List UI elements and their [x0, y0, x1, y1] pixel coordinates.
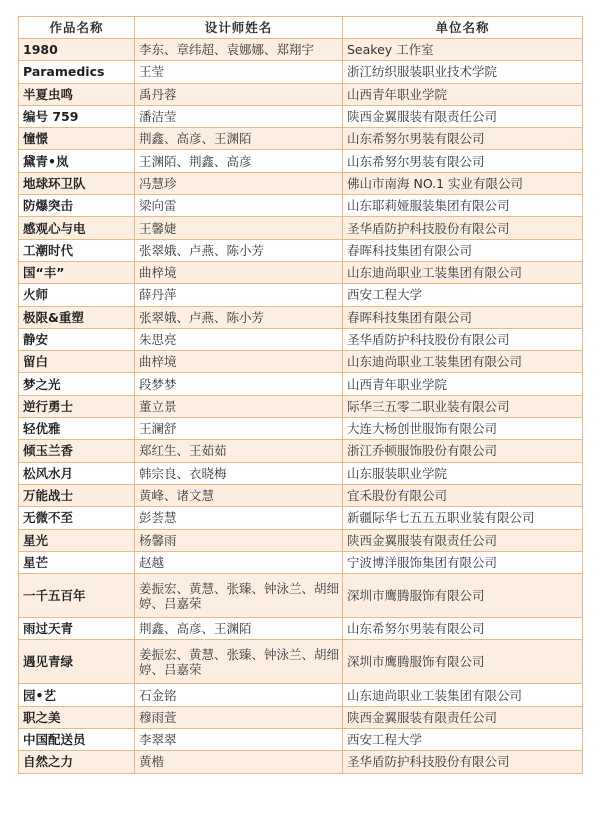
table-row	[19, 373, 583, 395]
unit-name-cell: 山东希努尔男装有限公司	[343, 128, 583, 150]
unit-name-cell: 宜禾股份有限公司	[343, 484, 583, 506]
work-name-cell: 中国配送员	[19, 729, 135, 751]
table-row	[19, 418, 583, 440]
designer-name-cell: 王馨婕	[135, 217, 343, 239]
work-name-cell: 倾玉兰香	[19, 440, 135, 462]
table-row	[19, 684, 583, 706]
unit-name-cell: 西安工程大学	[343, 729, 583, 751]
table-row	[19, 706, 583, 728]
unit-name-cell: 新疆际华七五五五职业装有限公司	[343, 507, 583, 529]
work-name-cell: 自然之力	[19, 751, 135, 773]
unit-name-cell: 山东迪尚职业工装集团有限公司	[343, 351, 583, 373]
work-name-cell: 园•艺	[19, 684, 135, 706]
table-row	[19, 751, 583, 773]
work-name-cell: 松风水月	[19, 462, 135, 484]
work-name-cell: 地球环卫队	[19, 172, 135, 194]
designer-name-cell: 梁向雷	[135, 195, 343, 217]
designer-name-cell: 潘洁莹	[135, 105, 343, 127]
designer-name-cell: 段梦梦	[135, 373, 343, 395]
table-row	[19, 306, 583, 328]
table-row	[19, 39, 583, 61]
designer-name-cell: 郑红生、王茹茹	[135, 440, 343, 462]
table-row	[19, 239, 583, 261]
designer-name-cell: 石金铭	[135, 684, 343, 706]
designer-name-cell: 韩宗良、衣晓梅	[135, 462, 343, 484]
work-name-cell: 星芒	[19, 551, 135, 573]
designer-name-cell: 王渊陌、荆鑫、高彦	[135, 150, 343, 172]
designer-name-cell: 冯慧珍	[135, 172, 343, 194]
unit-name-cell: 春晖科技集团有限公司	[343, 306, 583, 328]
header-work-name: 作品名称	[19, 17, 135, 39]
table-header-row	[19, 17, 583, 39]
table-row	[19, 507, 583, 529]
header-unit-name: 单位名称	[343, 17, 583, 39]
unit-name-cell: 圣华盾防护科技股份有限公司	[343, 217, 583, 239]
work-name-cell: 编号 759	[19, 105, 135, 127]
designer-name-cell: 李翠翠	[135, 729, 343, 751]
designer-name-cell: 穆雨萱	[135, 706, 343, 728]
unit-name-cell: 山东希努尔男装有限公司	[343, 150, 583, 172]
designer-name-cell: 黄峰、诸文慧	[135, 484, 343, 506]
unit-name-cell: 春晖科技集团有限公司	[343, 239, 583, 261]
table-row	[19, 105, 583, 127]
unit-name-cell: 陕西金翼服装有限责任公司	[343, 105, 583, 127]
designer-name-cell: 董立景	[135, 395, 343, 417]
table-row	[19, 640, 583, 684]
designer-name-cell: 禹丹蓉	[135, 83, 343, 105]
designer-name-cell: 黄楷	[135, 751, 343, 773]
designer-name-cell: 荆鑫、高彦、王渊陌	[135, 128, 343, 150]
table-row	[19, 83, 583, 105]
designer-name-cell: 曲梓境	[135, 261, 343, 283]
designer-name-cell: 朱思亮	[135, 328, 343, 350]
work-name-cell: 无微不至	[19, 507, 135, 529]
unit-name-cell: 佛山市南海 NO.1 实业有限公司	[343, 172, 583, 194]
work-name-cell: 黛青•岚	[19, 150, 135, 172]
award-table	[18, 16, 583, 774]
table-body	[19, 39, 583, 774]
work-name-cell: 火师	[19, 284, 135, 306]
designer-name-cell: 王莹	[135, 61, 343, 83]
table-row	[19, 351, 583, 373]
designer-name-cell: 姜振宏、黄慧、张臻、钟泳兰、胡细婷、吕嘉荣	[135, 574, 343, 618]
work-name-cell: 感观心与电	[19, 217, 135, 239]
unit-name-cell: 浙江纺织服装职业技术学院	[343, 61, 583, 83]
table-row	[19, 529, 583, 551]
table-row	[19, 172, 583, 194]
table-row	[19, 574, 583, 618]
designer-name-cell: 薛丹萍	[135, 284, 343, 306]
table-row	[19, 128, 583, 150]
designer-name-cell: 彭荟慧	[135, 507, 343, 529]
designer-name-cell: 赵越	[135, 551, 343, 573]
table-row	[19, 440, 583, 462]
unit-name-cell: 山东迪尚职业工装集团有限公司	[343, 261, 583, 283]
unit-name-cell: 陕西金翼服装有限责任公司	[343, 706, 583, 728]
unit-name-cell: 圣华盾防护科技股份有限公司	[343, 751, 583, 773]
table-row	[19, 261, 583, 283]
work-name-cell: 半夏虫鸣	[19, 83, 135, 105]
table-row	[19, 729, 583, 751]
table-row	[19, 484, 583, 506]
table-row	[19, 395, 583, 417]
work-name-cell: 一千五百年	[19, 574, 135, 618]
header-designer-name: 设计师姓名	[135, 17, 343, 39]
designer-name-cell: 姜振宏、黄慧、张臻、钟泳兰、胡细婷、吕嘉荣	[135, 640, 343, 684]
table-row	[19, 618, 583, 640]
work-name-cell: 静安	[19, 328, 135, 350]
designer-name-cell: 张翠娥、卢燕、陈小芳	[135, 306, 343, 328]
unit-name-cell: 山东迪尚职业工装集团有限公司	[343, 684, 583, 706]
table-row	[19, 328, 583, 350]
work-name-cell: 雨过天青	[19, 618, 135, 640]
unit-name-cell: 山东希努尔男装有限公司	[343, 618, 583, 640]
table-row	[19, 150, 583, 172]
work-name-cell: 防爆突击	[19, 195, 135, 217]
work-name-cell: 职之美	[19, 706, 135, 728]
table-row	[19, 217, 583, 239]
unit-name-cell: 深圳市鹰腾服饰有限公司	[343, 574, 583, 618]
work-name-cell: 留白	[19, 351, 135, 373]
designer-name-cell: 曲梓境	[135, 351, 343, 373]
unit-name-cell: 陕西金翼服装有限责任公司	[343, 529, 583, 551]
table-row	[19, 284, 583, 306]
work-name-cell: 1980	[19, 39, 135, 61]
unit-name-cell: 西安工程大学	[343, 284, 583, 306]
unit-name-cell: 山东耶莉娅服装集团有限公司	[343, 195, 583, 217]
unit-name-cell: 宁波博洋服饰集团有限公司	[343, 551, 583, 573]
work-name-cell: 极限&重塑	[19, 306, 135, 328]
unit-name-cell: 山西青年职业学院	[343, 373, 583, 395]
unit-name-cell: 大连大杨创世服饰有限公司	[343, 418, 583, 440]
work-name-cell: 梦之光	[19, 373, 135, 395]
table-row	[19, 551, 583, 573]
work-name-cell: 万能战士	[19, 484, 135, 506]
designer-name-cell: 张翠娥、卢燕、陈小芳	[135, 239, 343, 261]
designer-name-cell: 王澜舒	[135, 418, 343, 440]
unit-name-cell: 深圳市鹰腾服饰有限公司	[343, 640, 583, 684]
unit-name-cell: Seakey 工作室	[343, 39, 583, 61]
designer-name-cell: 荆鑫、高彦、王渊陌	[135, 618, 343, 640]
designer-name-cell: 李东、章纬超、袁娜娜、郑翔宇	[135, 39, 343, 61]
work-name-cell: 国“丰”	[19, 261, 135, 283]
work-name-cell: 轻优雅	[19, 418, 135, 440]
work-name-cell: 星光	[19, 529, 135, 551]
table-row	[19, 195, 583, 217]
unit-name-cell: 际华三五零二职业装有限公司	[343, 395, 583, 417]
unit-name-cell: 圣华盾防护科技股份有限公司	[343, 328, 583, 350]
unit-name-cell: 山西青年职业学院	[343, 83, 583, 105]
unit-name-cell: 浙江乔顿服饰股份有限公司	[343, 440, 583, 462]
unit-name-cell: 山东服装职业学院	[343, 462, 583, 484]
work-name-cell: 逆行勇士	[19, 395, 135, 417]
work-name-cell: 工潮时代	[19, 239, 135, 261]
table-row	[19, 61, 583, 83]
work-name-cell: Paramedics	[19, 61, 135, 83]
work-name-cell: 憧憬	[19, 128, 135, 150]
designer-name-cell: 杨馨雨	[135, 529, 343, 551]
work-name-cell: 遇见青绿	[19, 640, 135, 684]
table-row	[19, 462, 583, 484]
